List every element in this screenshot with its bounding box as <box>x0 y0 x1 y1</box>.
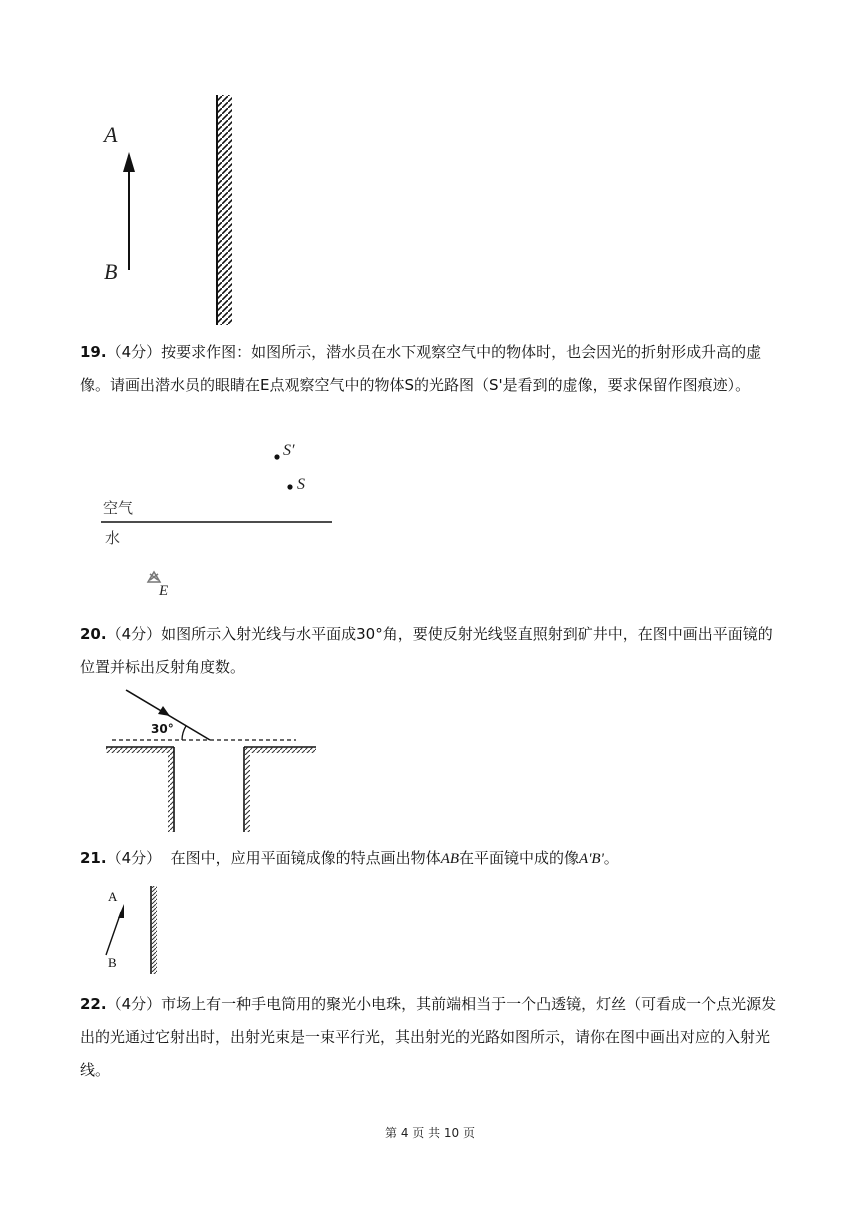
question-22 <box>80 988 780 1087</box>
angle-label-30: 30° <box>151 722 174 736</box>
question-22-text: 市场上有一种手电筒用的聚光小电珠，其前端相当于一个凸透镜，灯丝（可看成一个点光源发出的光通过它射出时，出射光束是一束平行光，其出射光的光路如图所示，请你在图中画出对应的入射光线。 <box>80 995 777 1079</box>
question-22-number: 22. <box>80 995 107 1013</box>
question-20-score: （4分） <box>106 625 162 643</box>
question-20-number: 20. <box>80 625 107 643</box>
question-19-number: 19. <box>80 343 107 361</box>
label-air: 空气 <box>103 499 134 517</box>
label-s-prime: S′ <box>283 442 295 459</box>
question-21-object: AB <box>440 851 460 867</box>
question-21-score: （4分） <box>106 849 162 867</box>
label-water: 水 <box>105 529 121 547</box>
figure-21-label-a: A <box>108 889 118 904</box>
question-21-image: A'B' <box>579 851 604 867</box>
question-21-text-before: 在图中，应用平面镜成像的特点画出物体 <box>170 849 441 867</box>
page-footer: 第 4 页 共 10 页 <box>385 1126 475 1140</box>
question-20-text: 如图所示入射光线与水平面成30°角，要使反射光线竖直照射到矿井中，在图中画出平面镜的位置并标出反射角度数。 <box>80 625 773 676</box>
mirror-21-hatch <box>151 886 157 974</box>
question-21-number: 21. <box>80 849 107 867</box>
figure-21-label-b: B <box>108 955 117 970</box>
question-21-text-middle: 在平面镜中成的像 <box>459 849 580 867</box>
label-s: S <box>297 476 305 493</box>
question-21-text-after: 。 <box>603 849 619 867</box>
arrow-21-shaft <box>106 912 121 955</box>
figure-18-label-b: B <box>104 259 118 284</box>
question-19-text: 按要求作图：如图所示，潜水员在水下观察空气中的物体时，也会因光的折射形成升高的虚像。请画出潜水员的眼睛在E点观察空气中的物体S的光路图（S'是看到的虚像，要求保留作图痕迹）。 <box>80 343 762 394</box>
label-e: E <box>159 583 169 599</box>
question-19-score: （4分） <box>106 343 162 361</box>
figure-18-label-a: A <box>104 122 118 147</box>
question-22-score: （4分） <box>106 995 162 1013</box>
arrow-21-head <box>118 904 124 918</box>
